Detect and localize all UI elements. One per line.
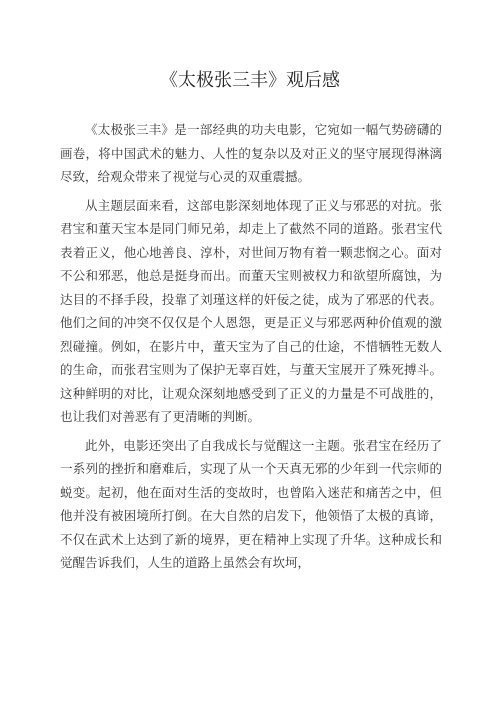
paragraph-2: 从主题层面来看，这部电影深刻地体现了正义与邪恶的对抗。张君宝和董天宝本是同门师兄弟，却走上了截然不同的道路。张君宝代表着正义，他心地善良、淳朴，对世间万物有着一颗悲悯之心。面对不公和邪恶，他总是挺身而出。而董天宝则被权力和欲望所腐蚀，为达目的不择手段，投靠了刘瑾这样的奸佞之徒，成为了邪恶的代表。他们之间的冲突不仅仅是个人恩怨，更是正义与邪恶两种价值观的激烈碰撞。例如，在影片中，董天宝为了自己的仕途，不惜牺牲无数人的生命，而张君宝则为了保护无辜百姓，与董天宝展开了殊死搏斗。这种鲜明的对比，让观众深刻地感受到了正义的力量是不可战胜的，也让我们对善恶有了更清晰的判断。: [60, 197, 442, 424]
document-body: [60, 118, 442, 580]
paragraph-3: 此外，电影还突出了自我成长与觉醒这一主题。张君宝在经历了一系列的挫折和磨难后，实现了从一个天真无邪的少年到一代宗师的蜕变。起初，他在面对生活的变故时，也曾陷入迷茫和痛苦之中，但他并没有被困境所打倒。在大自然的启发下，他领悟了太极的真谛，不仅在武术上达到了新的境界，更在精神上实现了升华。这种成长和觉醒告诉我们，人生的道路上虽然会有坎坷，: [60, 437, 442, 570]
paragraph-1: 《太极张三丰》是一部经典的功夫电影，它宛如一幅气势磅礴的画卷，将中国武术的魅力、人性的复杂以及对正义的坚守展现得淋漓尽致，给观众带来了视觉与心灵的双重震撼。: [60, 122, 442, 184]
document-title: 《太极张三丰》观后感: [160, 70, 340, 91]
